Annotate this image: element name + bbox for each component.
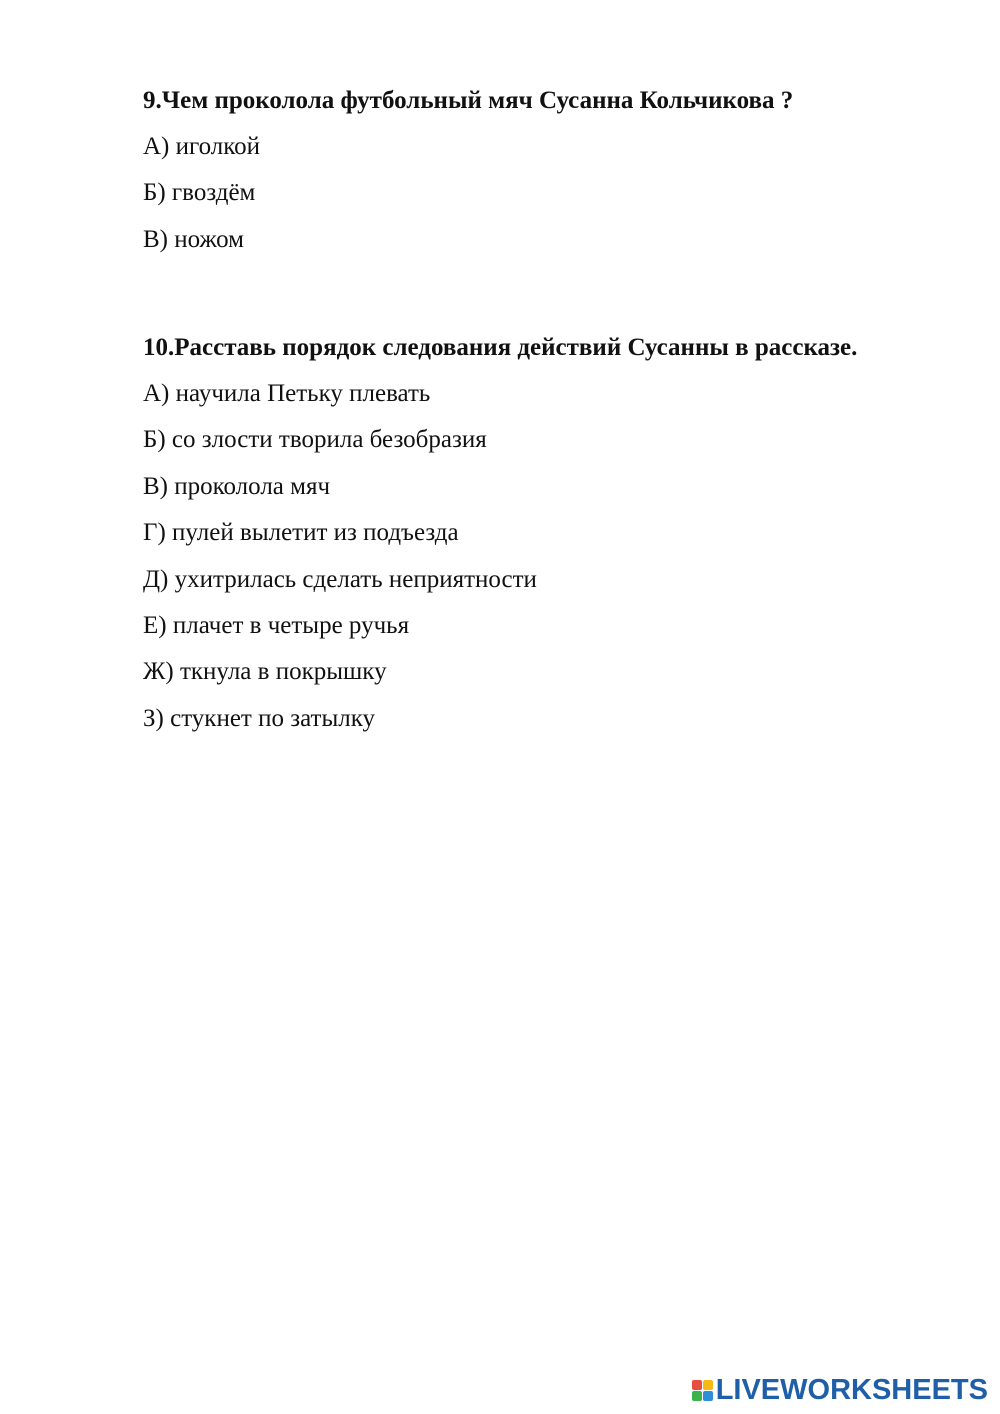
question-title: 9.Чем проколола футбольный мяч Сусанна Кольчикова ? bbox=[143, 87, 794, 114]
question-9 bbox=[143, 84, 963, 269]
answer-option: Б) со злости творила безобразия bbox=[143, 426, 487, 454]
liveworksheets-watermark bbox=[692, 1372, 988, 1408]
answer-option: Е) плачет в четыре ручья bbox=[143, 611, 410, 639]
answer-option: В) ножом bbox=[143, 225, 245, 253]
answer-options bbox=[143, 377, 963, 736]
answer-option: Д) ухитрилась сделать неприятности bbox=[143, 565, 537, 593]
answer-option: Г) пулей вылетит из подъезда bbox=[143, 519, 459, 547]
question-10 bbox=[143, 331, 963, 748]
answer-option: А) научила Петьку плевать bbox=[143, 380, 431, 407]
answer-option: В) проколола мяч bbox=[143, 472, 331, 500]
answer-options bbox=[143, 130, 963, 257]
answer-option: Ж) ткнула в покрышку bbox=[143, 658, 387, 686]
watermark-text: LIVEWORKSHEETS bbox=[715, 1373, 988, 1406]
answer-option: А) иголкой bbox=[143, 133, 261, 160]
question-title: 10.Расставь порядок следования действий Сусанны в рассказе. bbox=[143, 334, 858, 361]
answer-option: Б) гвоздём bbox=[143, 179, 256, 207]
answer-option: З) стукнет по затылку bbox=[143, 704, 376, 732]
liveworksheets-logo-icon bbox=[692, 1380, 713, 1401]
